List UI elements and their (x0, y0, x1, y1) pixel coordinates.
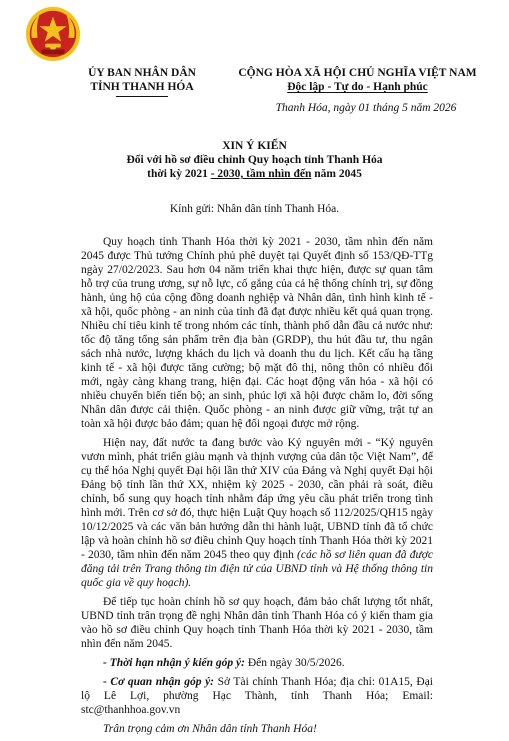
agency-label: - Cơ quan nhận góp ý: (103, 676, 214, 688)
paragraph-reason (81, 436, 433, 590)
paragraph-reason-text: Hiện nay, đất nước ta đang bước vào Kỷ nguyên mới - “Kỷ nguyên vươn mình, phát triển giàu mạnh và thịnh vượng của dân tộc Việt Nam”, để cụ thể hóa Nghị quyết Đại hội lần thứ XIV của Đảng và Nghị quyết Đại hội Đảng bộ tỉnh lần thứ XX, nhiệm kỳ 2025 - 2030, cần phải rà soát, điều chỉnh, bổ sung quy hoạch tỉnh nhằm đáp ứng yêu cầu phát triển trong tình hình mới. Trên cơ sở đó, thực hiện Luật Quy hoạch số 112/2025/QH15 ngày 10/12/2025 và các văn bản hướng dẫn thi hành luật, UBND tỉnh đã tổ chức lập và hoàn chỉnh hồ sơ điều chỉnh Quy hoạch tỉnh Thanh Hóa thời kỳ 2021 - 2030, tầm nhìn đến năm 2045 theo quy định (81, 437, 433, 561)
national-header (210, 66, 505, 94)
document-title (0, 139, 509, 181)
paragraph-request: Để tiếp tục hoàn chỉnh hồ sơ quy hoạch, đảm bảo chất lượng tốt nhất, UBND tỉnh trân trọng đề nghị Nhân dân tỉnh Thanh Hóa có ý kiến tham gia vào hồ sơ điều chỉnh Quy hoạch tỉnh Thanh Hóa thời kỳ 2021 - 2030, tầm nhìn đến năm 2045. (81, 596, 433, 650)
agency-value: Sở Tài chính Thanh Hóa; địa chỉ: 01A15, Đại lộ Lê Lợi, phường Hạc Thành, tỉnh Thanh Hóa; Email: stc@thanhhoa.gov.vn (81, 676, 433, 716)
org-line-2: TỈNH THANH HÓA (90, 81, 194, 93)
salutation: Kính gửi: Nhân dân tỉnh Thanh Hóa. (169, 203, 340, 215)
paragraph-reason-note: (các hồ sơ liên quan đã được đăng tải trên Trang thông tin điện tử của UBND tỉnh và Hệ thống thông tin quốc gia về quy hoạch). (81, 549, 433, 589)
nation-name: CỘNG HÒA XÃ HỘI CHỦ NGHĨA VIỆT NAM (238, 67, 477, 79)
closing-remark: Trân trọng cảm ơn Nhân dân tỉnh Thanh Hóa! (103, 723, 317, 735)
org-divider (116, 96, 168, 97)
title-line-3-part-a: thời kỳ 2021 (147, 168, 211, 180)
paragraph-context: Quy hoạch tỉnh Thanh Hóa thời kỳ 2021 - 2030, tầm nhìn đến năm 2045 được Thủ tướng Chính phủ phê duyệt tại Quyết định số 153/QĐ-TTg ngày 27/02/2023. Sau hơn 04 năm triển khai thực hiện, được sự quan tâm hỗ trợ của trung ương, sự nỗ lực, cố gắng của cả hệ thống chính trị, sự đồng hành, ủng hộ của cộng đồng doanh nghiệp và Nhân dân, tình hình kinh tế - xã hội, quốc phòng - an ninh của tỉnh đã đạt được nhiều kết quả quan trọng. Nhiều chỉ tiêu kinh tế trong nhóm các tỉnh, thành phố dẫn đầu cả nước như: tốc độ tăng tổng sản phẩm trên địa bàn (GRDP), thu hút đầu tư, thu ngân sách nhà nước, lượng khách du lịch và doanh thu du lịch. Kết cấu hạ tầng kinh tế - xã hội được tăng cường; bộ mặt đô thị, nông thôn có nhiều đổi mới, ngày càng khang trang, hiện đại. Các hoạt động văn hóa - xã hội có nhiều chuyển biến tiến bộ; an sinh, phúc lợi xã hội được chăm lo, đời sống Nhân dân được cải thiện. Quốc phòng - an ninh được giữ vững, trật tự an toàn xã hội được bảo đảm; quan hệ đối ngoại được mở rộng. (81, 236, 433, 430)
title-line-2: Đối với hồ sơ điều chỉnh Quy hoạch tỉnh Thanh Hóa (126, 154, 383, 166)
agency-line (81, 675, 433, 717)
issue-date: Thanh Hóa, ngày 01 tháng 5 năm 2026 (275, 102, 457, 114)
deadline-label: - Thời hạn nhận ý kiến góp ý: (103, 657, 245, 669)
deadline-value: Đến ngày 30/5/2026. (244, 657, 345, 669)
title-line-3-underlined: - 2030, tầm nhìn đến (210, 168, 312, 180)
title-line-3-part-c: năm 2045 (311, 168, 362, 180)
deadline-line (81, 656, 433, 670)
document-body (81, 235, 433, 741)
national-motto: Độc lập - Tự do - Hạnh phúc (287, 81, 428, 93)
title-line-3 (0, 167, 509, 181)
issuing-organization (62, 66, 222, 97)
title-line-1: XIN Ý KIẾN (222, 140, 287, 152)
national-emblem-icon (24, 5, 82, 63)
org-line-1: ỦY BAN NHÂN DÂN (88, 67, 196, 79)
